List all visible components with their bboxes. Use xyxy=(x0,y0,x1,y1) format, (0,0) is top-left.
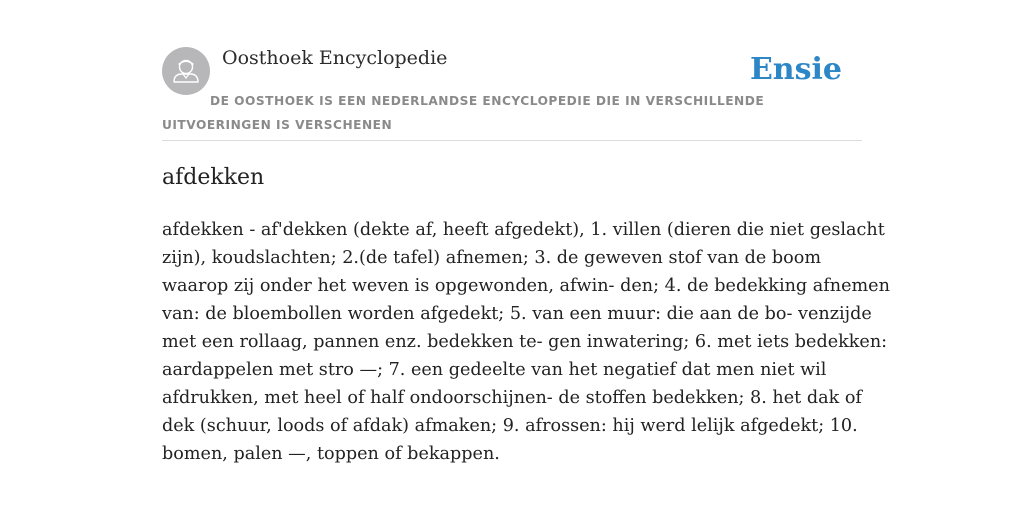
entry-line: zijn), koudslachten; 2.(de tafel) afnemen; 3. de geweven stof van de boom xyxy=(162,248,822,268)
entry-title: afdekken xyxy=(162,165,265,190)
entry-line: bomen, palen —, toppen of bekappen. xyxy=(162,444,500,464)
entry-line: aardappelen met stro —; 7. een gedeelte van het negatief dat men niet wil xyxy=(162,360,827,380)
entry-line: met een rollaag, pannen enz. bedekken te- gen inwatering; 6. met iets bedekken: xyxy=(162,332,888,352)
entry-line: waarop zij onder het weven is opgewonden, afwin- den; 4. de bedekking afnemen xyxy=(162,276,890,296)
source-title[interactable]: Oosthoek Encyclopedie xyxy=(222,47,448,69)
source-description: DE OOSTHOEK IS EEN NEDERLANDSE ENCYCLOPEDIE DIE IN VERSCHILLENDE UITVOERINGEN IS VERSCHENEN xyxy=(162,94,765,132)
avatar[interactable] xyxy=(162,47,210,95)
entry-line: dek (schuur, loods of afdak) afmaken; 9. afrossen: hij werd lelijk afgedekt; 10. xyxy=(162,416,858,436)
user-silhouette-icon xyxy=(162,47,210,95)
source-header xyxy=(162,46,862,141)
brand-logo[interactable]: Ensie xyxy=(749,52,842,87)
entry-line: van: de bloembollen worden afgedekt; 5. van een muur: die aan de bo- venzijde xyxy=(162,304,872,324)
entry-body xyxy=(162,216,890,468)
entry-line: afdekken - af'dekken (dekte af, heeft afgedekt), 1. villen (dieren die niet geslacht xyxy=(162,220,885,240)
entry-line: afdrukken, met heel of half ondoorschijnen- de stoffen bedekken; 8. het dak of xyxy=(162,388,862,408)
